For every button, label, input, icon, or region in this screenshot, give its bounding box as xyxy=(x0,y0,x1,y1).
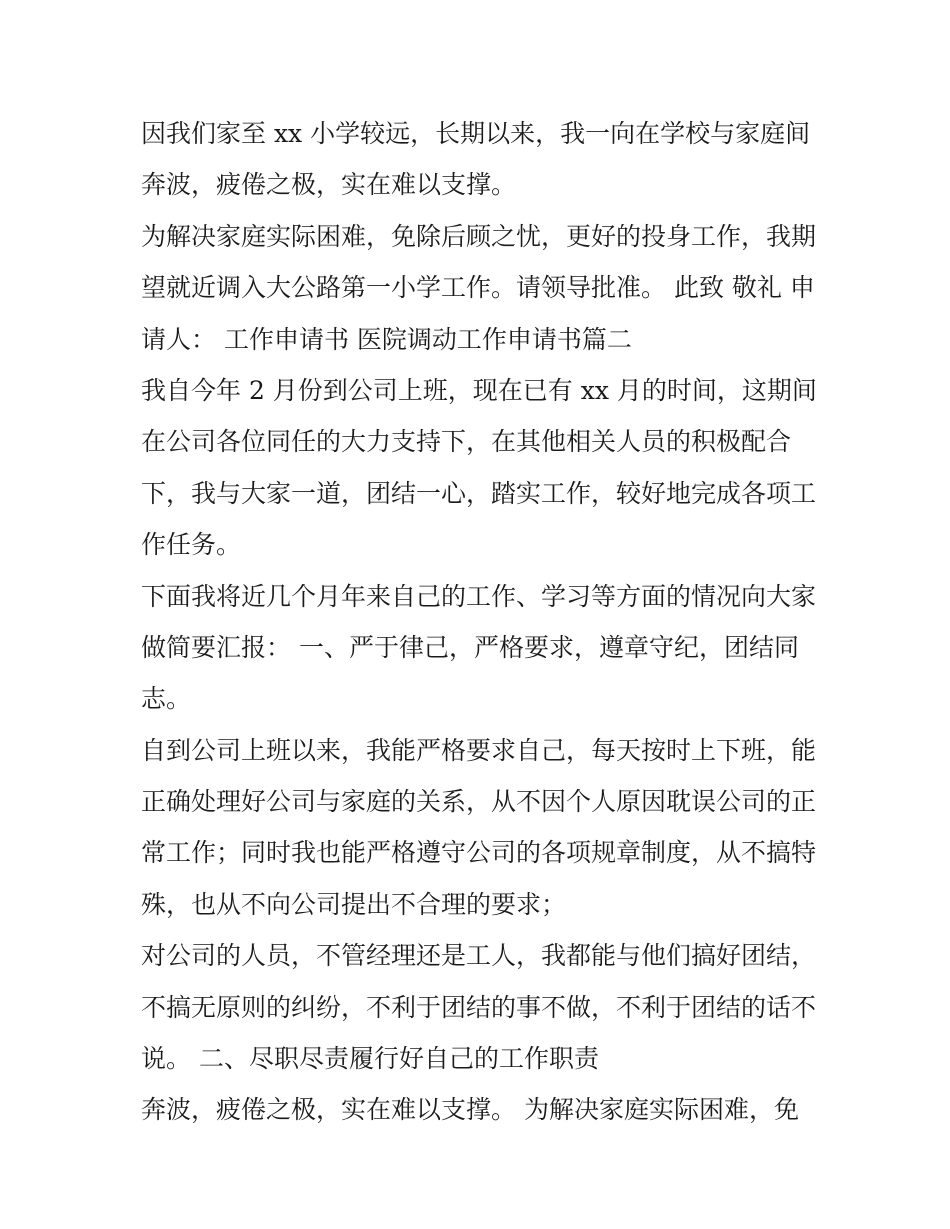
text-line: 为解决家庭实际困难，免除后顾之忧，更好的投身工作，我期 xyxy=(141,221,817,251)
text-line: 正确处理好公司与家庭的关系，从不因个人原因耽误公司的正 xyxy=(141,787,817,817)
text-line: 在公司各位同任的大力支持下，在其他相关人员的积极配合 xyxy=(141,427,792,457)
text-line: 对公司的人员，不管经理还是工人，我都能与他们搞好团结， xyxy=(141,941,817,971)
document-body xyxy=(141,108,821,1136)
text-line: 不搞无原则的纠纷，不利于团结的事不做，不利于团结的话不 xyxy=(141,992,817,1022)
text-line: 下面我将近几个月年来自己的工作、学习等方面的情况向大家 xyxy=(141,581,817,611)
text-line: 说。 二、尽职尽责履行好自己的工作职责 xyxy=(141,1044,599,1074)
text-line: 请人： 工作申请书 医院调动工作申请书篇二 xyxy=(141,324,632,354)
text-line: 望就近调入大公路第一小学工作。请领导批准。 此致 敬礼 申 xyxy=(141,273,815,303)
text-line: 下，我与大家一道，团结一心，踏实工作，较好地完成各项工 xyxy=(141,478,817,508)
text-line: 常工作；同时我也能严格遵守公司的各项规章制度，从不搞特 xyxy=(141,838,817,868)
text-line: 我自今年 2 月份到公司上班，现在已有 xx 月的时间，这期间 xyxy=(141,375,817,405)
text-line: 作任务。 xyxy=(141,530,242,560)
text-line: 奔波，疲倦之极，实在难以支撑。 为解决家庭实际困难，免 xyxy=(141,1095,799,1125)
text-line: 殊，也从不向公司提出不合理的要求； xyxy=(141,889,567,919)
text-line: 奔波，疲倦之极，实在难以支撑。 xyxy=(141,170,517,200)
text-line: 做简要汇报： 一、严于律己，严格要求，遵章守纪，团结同 xyxy=(141,632,799,662)
text-line: 自到公司上班以来，我能严格要求自己，每天按时上下班，能 xyxy=(141,735,817,765)
text-line: 因我们家至 xx 小学较远，长期以来，我一向在学校与家庭间 xyxy=(141,119,811,148)
text-line: 志。 xyxy=(141,684,192,714)
